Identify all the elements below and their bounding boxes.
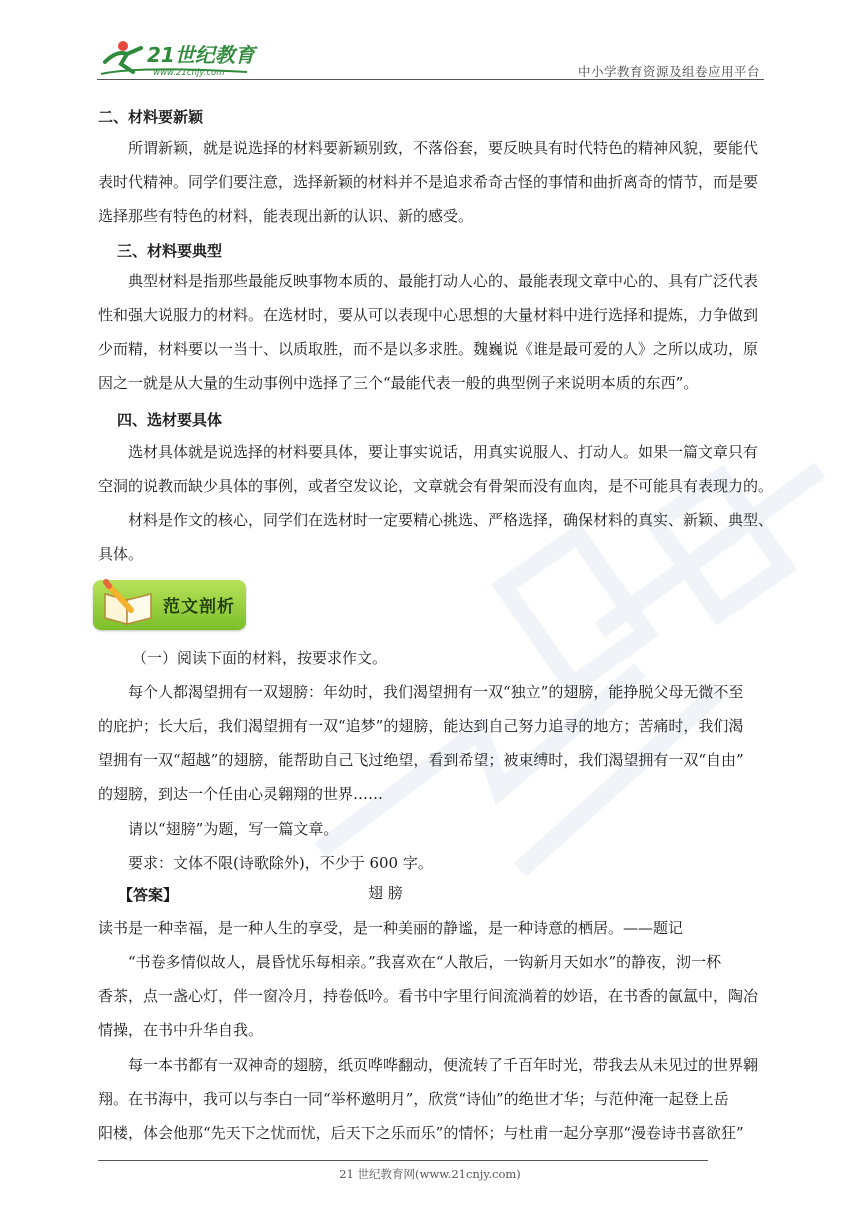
text-line: 典型材料是指那些最能反映事物本质的、最能打动人心的、最能表现文章中心的、具有广泛代表 — [128, 272, 759, 290]
paragraph-summary — [98, 503, 774, 571]
exercise-task: 请以“翅膀”为题，写一篇文章。 — [128, 820, 339, 838]
text-line: “书卷多情似故人，晨昏忧乐每相亲。”我喜欢在“人散后，一钩新月天如水”的静夜，沏一杯 — [128, 953, 722, 971]
footer-rule — [98, 1160, 708, 1161]
section-heading-typical: 三、材料要典型 — [117, 242, 223, 260]
svg-text:www.21cnjy.com: www.21cnjy.com — [153, 68, 225, 78]
logo-21cnjy — [97, 36, 267, 78]
text-line: 所谓新颖，就是说选择的材料要新颖别致，不落俗套，要反映具有时代特色的精神风貌，要能代 — [128, 139, 759, 157]
footer-text: 21 世纪教育网(www.21cnjy.com) — [339, 1167, 521, 1181]
text-line: 性和强大说服力的材料。在选材时，要从可以表现中心思想的大量材料中进行选择和提炼，力争做到 — [98, 306, 759, 324]
essay-epigraph: 读书是一种幸福，是一种人生的享受，是一种美丽的静谧，是一种诗意的栖居。——题记 — [98, 919, 684, 937]
essay-title: 翅 膀 — [368, 884, 403, 902]
header-rule — [97, 79, 764, 80]
svg-text:21世纪教育: 21世纪教育 — [147, 43, 255, 67]
section-heading-specific: 四、选材要具体 — [117, 411, 223, 429]
text-line: 望拥有一双“超越”的翅膀，能帮助自己飞过绝望，看到希望；被束缚时，我们渴望拥有一双“自由” — [98, 751, 744, 769]
exercise-intro: （一）阅读下面的材料，按要求作文。 — [132, 649, 388, 667]
text-line: 具体。 — [98, 545, 144, 563]
text-line: 香茶，点一盏心灯，伴一窗冷月，持卷低吟。看书中字里行间流淌着的妙语，在书香的氤氲中，陶冶 — [98, 987, 759, 1005]
text-line: 表时代精神。同学们要注意，选择新颖的材料并不是追求希奇古怪的事情和曲折离奇的情节，而是要 — [98, 173, 759, 191]
text-line: 每一本书都有一双神奇的翅膀，纸页哗哗翻动，便流转了千百年时光，带我去从未见过的世界翱 — [128, 1056, 759, 1074]
text-line: 材料是作文的核心，同学们在选材时一定要精心挑选、严格选择，确保材料的真实、新颖、典型、 — [128, 511, 774, 529]
text-line: 因之一就是从大量的生动事例中选择了三个“最能代表一般的典型例子来说明本质的东西”。 — [98, 374, 699, 392]
text-line: 少而精，材料要以一当十、以质取胜，而不是以多求胜。魏巍说《谁是最可爱的人》之所以成功，原 — [98, 340, 759, 358]
page-header — [97, 36, 764, 80]
banner-label: 范文剖析 — [163, 597, 235, 617]
text-line: 选材具体就是说选择的材料要具体，要让事实说话，用真实说服人、打动人。如果一篇文章只有 — [128, 443, 759, 461]
paragraph-typical — [98, 264, 764, 400]
section-banner — [93, 580, 246, 630]
header-platform-text: 中小学教育资源及组卷应用平台 — [577, 64, 760, 79]
text-line: 每个人都渴望拥有一双翅膀：年幼时，我们渴望拥有一双“独立”的翅膀，能挣脱父母无微不至 — [128, 683, 744, 701]
book-pencil-icon — [97, 576, 161, 630]
text-line: 选择那些有特色的材料，能表现出新的认识、新的感受。 — [98, 207, 474, 225]
exercise-material — [98, 675, 764, 811]
answer-label: 【答案】 — [118, 886, 179, 904]
text-line: 翔。在书海中，我可以与李白一同“举杯邀明月”，欣赏“诗仙”的绝世才华；与范仲淹一起登上岳 — [98, 1090, 729, 1108]
paragraph-novel — [98, 131, 764, 233]
text-line: 阳楼，体会他那“先天下之忧而忧，后天下之乐而乐”的情怀；与杜甫一起分享那“漫卷诗书喜欲狂” — [98, 1124, 744, 1142]
section-heading-novel: 二、材料要新颖 — [98, 108, 204, 126]
essay-paragraph — [98, 1048, 764, 1150]
paragraph-specific — [98, 435, 774, 503]
text-line: 情操，在书中升华自我。 — [98, 1021, 264, 1039]
text-line: 的翅膀，到达一个任由心灵翱翔的世界…… — [98, 785, 384, 803]
exercise-requirement: 要求：文体不限(诗歌除外)，不少于 600 字。 — [128, 854, 433, 872]
text-line: 空洞的说教而缺少具体的事例，或者空发议论，文章就会有骨架而没有血肉，是不可能具有表现力的。 — [98, 477, 774, 495]
text-line: 的庇护；长大后，我们渴望拥有一双“追梦”的翅膀，能达到自己努力追寻的地方；苦痛时，我们渴 — [98, 717, 744, 735]
essay-paragraph — [98, 945, 764, 1047]
